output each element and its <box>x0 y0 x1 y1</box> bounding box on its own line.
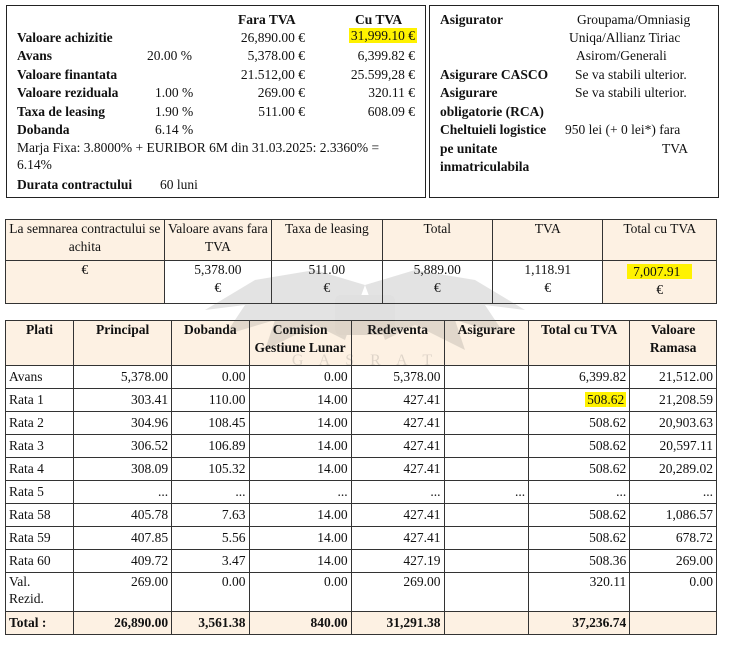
row-cu-highlight <box>349 28 417 44</box>
signing-currency: € <box>323 280 331 295</box>
row-label-cell: Rata 2 <box>6 412 74 435</box>
signing-currency: € <box>656 282 664 297</box>
row-fara: 5,378.00 € <box>247 48 305 63</box>
row-value-cell: 0.00 <box>249 366 351 389</box>
signing-header-cell: Taxa de leasing <box>272 220 382 261</box>
row-value-cell: 1,086.57 <box>630 504 717 527</box>
signing-header-cell: TVA <box>493 220 603 261</box>
signing-currency: € <box>544 280 552 295</box>
row-value-cell: 105.32 <box>172 458 249 481</box>
signing-currency: € <box>214 280 222 295</box>
row-value-cell: ... <box>529 481 630 504</box>
row-value-cell: 508.62 <box>529 504 630 527</box>
schedule-body <box>6 366 717 635</box>
row-value-cell: 427.41 <box>351 527 444 550</box>
residual-value-cell: 269.00 <box>351 573 444 612</box>
row-value-cell: 303.41 <box>74 389 172 412</box>
row-value-cell: ... <box>249 481 351 504</box>
row-label: Dobanda <box>17 122 70 137</box>
row-value-cell: 427.41 <box>351 412 444 435</box>
logistic-value-2: TVA <box>662 141 689 156</box>
row-value-cell: 427.41 <box>351 504 444 527</box>
row-value-cell: 21,512.00 <box>630 366 717 389</box>
schedule-header: Principal <box>74 321 172 366</box>
row-value-cell: 108.45 <box>172 412 249 435</box>
row-label: Valoare reziduala <box>17 85 119 100</box>
row-value-cell: 7.63 <box>172 504 249 527</box>
signing-value: 1,118.91 <box>524 262 572 277</box>
logistic-label-1: Cheltuieli logistice <box>440 122 547 137</box>
row-value-cell: 21,208.59 <box>630 389 717 412</box>
row-value-cell: 5,378.00 <box>351 366 444 389</box>
asigurator-line1: Groupama/Omniasig <box>577 12 691 27</box>
total-value-cell: 3,561.38 <box>172 612 249 635</box>
row-label-cell: Rata 58 <box>6 504 74 527</box>
row-value-cell <box>444 435 529 458</box>
row-value-cell: ... <box>630 481 717 504</box>
table-row <box>6 389 717 412</box>
schedule-header-row <box>6 321 717 366</box>
residual-value-cell: 320.11 <box>529 573 630 612</box>
row-value-cell: 20,597.11 <box>630 435 717 458</box>
schedule-header: Comision Gestiune Lunar <box>249 321 351 366</box>
schedule-header: Dobanda <box>172 321 249 366</box>
total-value-cell <box>630 612 717 635</box>
residual-value-cell: 0.00 <box>249 573 351 612</box>
row-value-cell: 508.62 <box>529 435 630 458</box>
row-value-cell: 407.85 <box>74 527 172 550</box>
signing-value-cell <box>272 261 382 304</box>
signing-header-cell: Valoare avans fara TVA <box>164 220 271 261</box>
row-value-cell: 14.00 <box>249 504 351 527</box>
row-value-cell: 14.00 <box>249 389 351 412</box>
signing-total-value: 7,007.91 <box>627 264 692 279</box>
signing-payment-table <box>5 219 717 304</box>
rca-label-1: Asigurare <box>440 85 498 100</box>
col-header-fara-tva: Fara TVA <box>238 12 296 27</box>
schedule-header: Asigurare <box>444 321 529 366</box>
row-value-cell: 427.41 <box>351 389 444 412</box>
row-value-cell: 14.00 <box>249 550 351 573</box>
row-cu: 608.09 € <box>367 104 415 119</box>
asigurator-line3: Asirom/Generali <box>576 48 667 63</box>
row-label-cell: Avans <box>6 366 74 389</box>
row-value-cell: 508.36 <box>529 550 630 573</box>
row-value-cell: 20,289.02 <box>630 458 717 481</box>
total-value-cell <box>444 612 529 635</box>
table-row <box>6 481 717 504</box>
row-value-cell: 508.62 <box>529 412 630 435</box>
row-value-cell <box>444 458 529 481</box>
total-value-cell: 31,291.38 <box>351 612 444 635</box>
row-label-cell: Rata 3 <box>6 435 74 458</box>
row-label: Valoare finantata <box>17 67 118 82</box>
row-value-cell: 306.52 <box>74 435 172 458</box>
row-cu: 31,999.10 € <box>350 28 415 43</box>
row-fara: 21.512,00 € <box>240 67 305 82</box>
signing-header-cell: Total cu TVA <box>603 220 717 261</box>
row-fara: 269.00 € <box>257 85 305 100</box>
row-value-cell: 308.09 <box>74 458 172 481</box>
asigurator-label: Asigurator <box>440 12 503 27</box>
residual-value-cell <box>444 573 529 612</box>
residual-value-cell: 269.00 <box>74 573 172 612</box>
signing-value-row <box>6 261 717 304</box>
row-value-cell <box>444 412 529 435</box>
row-value-cell <box>529 389 630 412</box>
row-value-cell: 6,399.82 <box>529 366 630 389</box>
table-row <box>6 504 717 527</box>
signing-total-highlight <box>606 263 713 281</box>
durata-label: Durata contractului <box>17 177 133 192</box>
row-value-cell: 409.72 <box>74 550 172 573</box>
row-value-cell: 20,903.63 <box>630 412 717 435</box>
row-fara: 26,890.00 € <box>240 30 305 45</box>
logistic-label-3: inmatriculabila <box>440 159 530 174</box>
row-label-cell: Rata 60 <box>6 550 74 573</box>
total-row <box>6 612 717 635</box>
payment-schedule-table <box>5 320 717 635</box>
row-value-cell: ... <box>74 481 172 504</box>
row-value-cell: 5,378.00 <box>74 366 172 389</box>
col-header-cu-tva: Cu TVA <box>355 12 403 27</box>
row-cu: 25.599,28 € <box>350 67 415 82</box>
signing-value-cell <box>493 261 603 304</box>
signing-value-cell <box>382 261 492 304</box>
row-value-cell: 427.41 <box>351 458 444 481</box>
row-value-cell: 14.00 <box>249 412 351 435</box>
total-label: Total : <box>6 612 74 635</box>
row-value-cell <box>444 527 529 550</box>
financing-summary-box <box>6 5 426 198</box>
total-value-cell: 26,890.00 <box>74 612 172 635</box>
residual-label: Val. <box>9 574 31 589</box>
row-value-cell <box>444 389 529 412</box>
schedule-header: Valoare Ramasa <box>630 321 717 366</box>
row-value-cell: 0.00 <box>172 366 249 389</box>
durata-value: 60 luni <box>160 177 198 192</box>
insurance-box <box>429 5 719 198</box>
marja-text-line1: Marja Fixa: 3.8000% + EURIBOR 6M din 31.03.2025: 2.3360% = <box>17 140 380 155</box>
signing-currency: € <box>433 280 441 295</box>
row-value-cell: ... <box>172 481 249 504</box>
signing-value: 5,378.00 <box>194 262 242 277</box>
row-value-cell <box>444 504 529 527</box>
row-value-cell: 106.89 <box>172 435 249 458</box>
residual-row <box>6 573 717 612</box>
casco-label: Asigurare CASCO <box>440 67 549 82</box>
row-value-cell <box>444 550 529 573</box>
schedule-header: Plati <box>6 321 74 366</box>
row-value-cell: 5.56 <box>172 527 249 550</box>
row-label-cell: Rata 59 <box>6 527 74 550</box>
signing-total-cell <box>603 261 717 304</box>
highlighted-value: 508.62 <box>587 392 625 407</box>
logistic-label-2: pe unitate <box>440 141 498 156</box>
residual-value-cell: 0.00 <box>630 573 717 612</box>
signing-value-cell <box>164 261 271 304</box>
row-value-cell: 678.72 <box>630 527 717 550</box>
row-value-cell: ... <box>351 481 444 504</box>
row-value-cell: 427.19 <box>351 550 444 573</box>
asigurator-line2: Uniqa/Allianz Tiriac <box>569 30 681 45</box>
signing-value: 5,889.00 <box>413 262 461 277</box>
table-row <box>6 435 717 458</box>
residual-label-cell <box>6 573 74 612</box>
row-pct: 6.14 % <box>155 122 194 137</box>
row-label-cell: Rata 1 <box>6 389 74 412</box>
total-value-cell: 37,236.74 <box>529 612 630 635</box>
table-row <box>6 550 717 573</box>
signing-header-row <box>6 220 717 261</box>
row-value-cell: ... <box>444 481 529 504</box>
row-fara: 511.00 € <box>258 104 305 119</box>
signing-currency-cell: € <box>6 261 165 304</box>
rca-label-2: obligatorie (RCA) <box>440 104 544 119</box>
table-row <box>6 412 717 435</box>
row-cu: 6,399.82 € <box>357 48 415 63</box>
residual-value-cell: 0.00 <box>172 573 249 612</box>
logistic-value-1: 950 lei (+ 0 lei*) fara <box>565 122 681 137</box>
row-value-cell: 508.62 <box>529 458 630 481</box>
row-value-cell: 427.41 <box>351 435 444 458</box>
table-row <box>6 527 717 550</box>
row-value-cell: 508.62 <box>529 527 630 550</box>
signing-value: 511.00 <box>308 262 346 277</box>
row-value-cell: 14.00 <box>249 527 351 550</box>
row-value-cell: 269.00 <box>630 550 717 573</box>
row-label-cell: Rata 4 <box>6 458 74 481</box>
schedule-header: Total cu TVA <box>529 321 630 366</box>
signing-header-cell: La semnarea contractului se achita <box>6 220 165 261</box>
total-value-cell: 840.00 <box>249 612 351 635</box>
row-value-cell: 14.00 <box>249 435 351 458</box>
casco-value: Se va stabili ulterior. <box>575 67 687 82</box>
table-row <box>6 458 717 481</box>
marja-text-line2: 6.14% <box>17 157 52 172</box>
row-value-cell: 405.78 <box>74 504 172 527</box>
table-row <box>6 366 717 389</box>
rca-value: Se va stabili ulterior. <box>575 85 687 100</box>
row-label: Taxa de leasing <box>17 104 106 119</box>
row-value-cell: 304.96 <box>74 412 172 435</box>
row-pct: 20.00 % <box>147 48 192 63</box>
row-pct: 1.90 % <box>155 104 194 119</box>
schedule-header: Redeventa <box>351 321 444 366</box>
row-value-cell <box>444 366 529 389</box>
row-label: Avans <box>17 48 53 63</box>
row-value-cell: 3.47 <box>172 550 249 573</box>
residual-label: Rezid. <box>9 591 44 606</box>
row-label-cell: Rata 5 <box>6 481 74 504</box>
row-label: Valoare achizitie <box>17 30 113 45</box>
row-value-cell: 14.00 <box>249 458 351 481</box>
row-pct: 1.00 % <box>155 85 194 100</box>
row-cu: 320.11 € <box>368 85 415 100</box>
signing-header-cell: Total <box>382 220 492 261</box>
row-value-cell: 110.00 <box>172 389 249 412</box>
